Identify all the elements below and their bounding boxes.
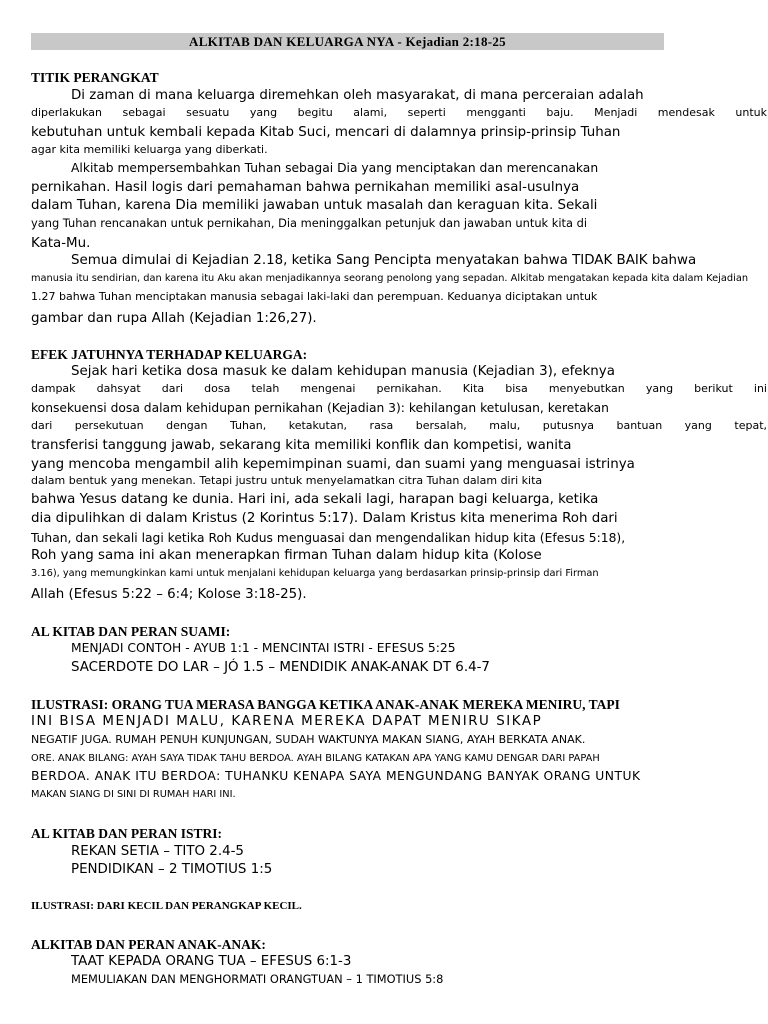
section-heading-anak: ALKITAB DAN PERAN ANAK-ANAK: [31,937,266,952]
paragraph-line: konsekuensi dosa dalam kehidupan pernikahan (Kejadian 3): kehilangan ketulusan, keretakan [31,401,609,415]
paragraph-line: dari persekutuan dengan Tuhan, ketakutan, rasa bersalah, malu, putusnya bantuan yang tepat, [31,419,767,432]
paragraph-line: yang Tuhan rencanakan untuk pernikahan, Dia meninggalkan petunjuk dan jawaban untuk kita di [31,216,587,230]
paragraph-line: 3.16), yang memungkinkan kami untuk menjalani kehidupan keluarga yang berdasarkan prinsip-prinsip dari Firman [31,568,599,579]
paragraph-line: MAKAN SIANG DI SINI DI RUMAH HARI INI. [31,789,236,800]
paragraph-line: dalam bentuk yang menekan. Tetapi justru untuk menyelamatkan citra Tuhan dalam diri kita [31,474,543,487]
section-heading-istri: AL KITAB DAN PERAN ISTRI: [31,826,223,841]
paragraph-line: Roh yang sama ini akan menerapkan firman Tuhan dalam hidup kita (Kolose [31,548,542,563]
paragraph-line: manusia itu sendirian, dan karena itu Aku akan menjadikannya seorang penolong yang sepadan. Alkitab mengatakan kepada kita dalam Kejadian [31,273,749,284]
list-item: PENDIDIKAN – 2 TIMOTIUS 1:5 [71,862,273,877]
list-item: SACERDOTE DO LAR – JÓ 1.5 – MENDIDIK ANAK-ANAK DT 6.4-7 [71,660,490,675]
paragraph-line: Kata-Mu. [31,236,91,251]
section-heading-suami: AL KITAB DAN PERAN SUAMI: [31,624,231,639]
paragraph-line: Semua dimulai di Kejadian 2.18, ketika Sang Pencipta menyatakan bahwa TIDAK BAIK bahwa [71,253,697,268]
paragraph-line: Tuhan, dan sekali lagi ketika Roh Kudus menguasai dan mengendalikan hidup kita (Efesus 5:18), [31,531,626,545]
paragraph-line: Di zaman di mana keluarga diremehkan oleh masyarakat, di mana perceraian adalah [71,88,644,103]
list-item: TAAT KEPADA ORANG TUA – EFESUS 6:1-3 [71,954,352,969]
paragraph-line: diperlakukan sebagai sesuatu yang begitu alami, seperti mengganti baju. Menjadi mendesak untuk [31,106,767,119]
paragraph-line: INI BISA MENJADI MALU, KARENA MEREKA DAPAT MENIRU SIKAP [31,714,543,729]
paragraph-line: dia dipulihkan di dalam Kristus (2 Korintus 5:17). Dalam Kristus kita menerima Roh dari [31,511,618,526]
document-title: ALKITAB DAN KELUARGA NYA - Kejadian 2:18-25 [31,33,664,50]
paragraph-line: dampak dahsyat dari dosa telah mengenai pernikahan. Kita bisa menyebutkan yang berikut ini [31,382,767,395]
paragraph-line: Alkitab mempersembahkan Tuhan sebagai Dia yang menciptakan dan merencanakan [71,161,599,175]
paragraph-line: pernikahan. Hasil logis dari pemahaman bahwa pernikahan memiliki asal-usulnya [31,180,580,195]
paragraph-line: gambar dan rupa Allah (Kejadian 1:26,27). [31,311,317,326]
list-item: MEMULIAKAN DAN MENGHORMATI ORANGTUAN – 1 TIMOTIUS 5:8 [71,972,444,986]
section-heading-ilustrasi-2: ILUSTRASI: DARI KECIL DAN PERANGKAP KECIL. [31,900,302,912]
section-heading-efek: EFEK JATUHNYA TERHADAP KELUARGA: [31,347,308,362]
section-heading-ilustrasi: ILUSTRASI: ORANG TUA MERASA BANGGA KETIKA ANAK-ANAK MEREKA MENIRU, TAPI [31,697,620,712]
paragraph-line: dalam Tuhan, karena Dia memiliki jawaban untuk masalah dan keraguan kita. Sekali [31,198,598,213]
paragraph-line: Sejak hari ketika dosa masuk ke dalam kehidupan manusia (Kejadian 3), efeknya [71,364,615,379]
section-heading-titik-perangkat: TITIK PERANGKAT [31,70,159,85]
paragraph-line: kebutuhan untuk kembali kepada Kitab Suci, mencari di dalamnya prinsip-prinsip Tuhan [31,125,621,140]
paragraph-line: bahwa Yesus datang ke dunia. Hari ini, ada sekali lagi, harapan bagi keluarga, ketika [31,492,599,507]
paragraph-line: ORE. ANAK BILANG: AYAH SAYA TIDAK TAHU BERDOA. AYAH BILANG KATAKAN APA YANG KAMU DENGAR DARI PAPAH [31,753,600,764]
paragraph-line: Allah (Efesus 5:22 – 6:4; Kolose 3:18-25). [31,587,307,602]
paragraph-line: transferisi tanggung jawab, sekarang kita memiliki konflik dan kompetisi, wanita [31,438,572,453]
list-item: REKAN SETIA – TITO 2.4-5 [71,844,244,859]
paragraph-line: NEGATIF JUGA. RUMAH PENUH KUNJUNGAN, SUDAH WAKTUNYA MAKAN SIANG, AYAH BERKATA ANAK. [31,733,586,746]
paragraph-line: agar kita memiliki keluarga yang diberkati. [31,143,268,156]
paragraph-line: BERDOA. ANAK ITU BERDOA: TUHANKU KENAPA SAYA MENGUNDANG BANYAK ORANG UNTUK [31,769,641,783]
list-item: MENJADI CONTOH - AYUB 1:1 - MENCINTAI ISTRI - EFESUS 5:25 [71,641,456,655]
paragraph-line: yang mencoba mengambil alih kepemimpinan suami, dan suami yang menguasai istrinya [31,457,635,472]
paragraph-line: 1.27 bahwa Tuhan menciptakan manusia sebagai laki-laki dan perempuan. Keduanya diciptakan untuk [31,290,598,303]
